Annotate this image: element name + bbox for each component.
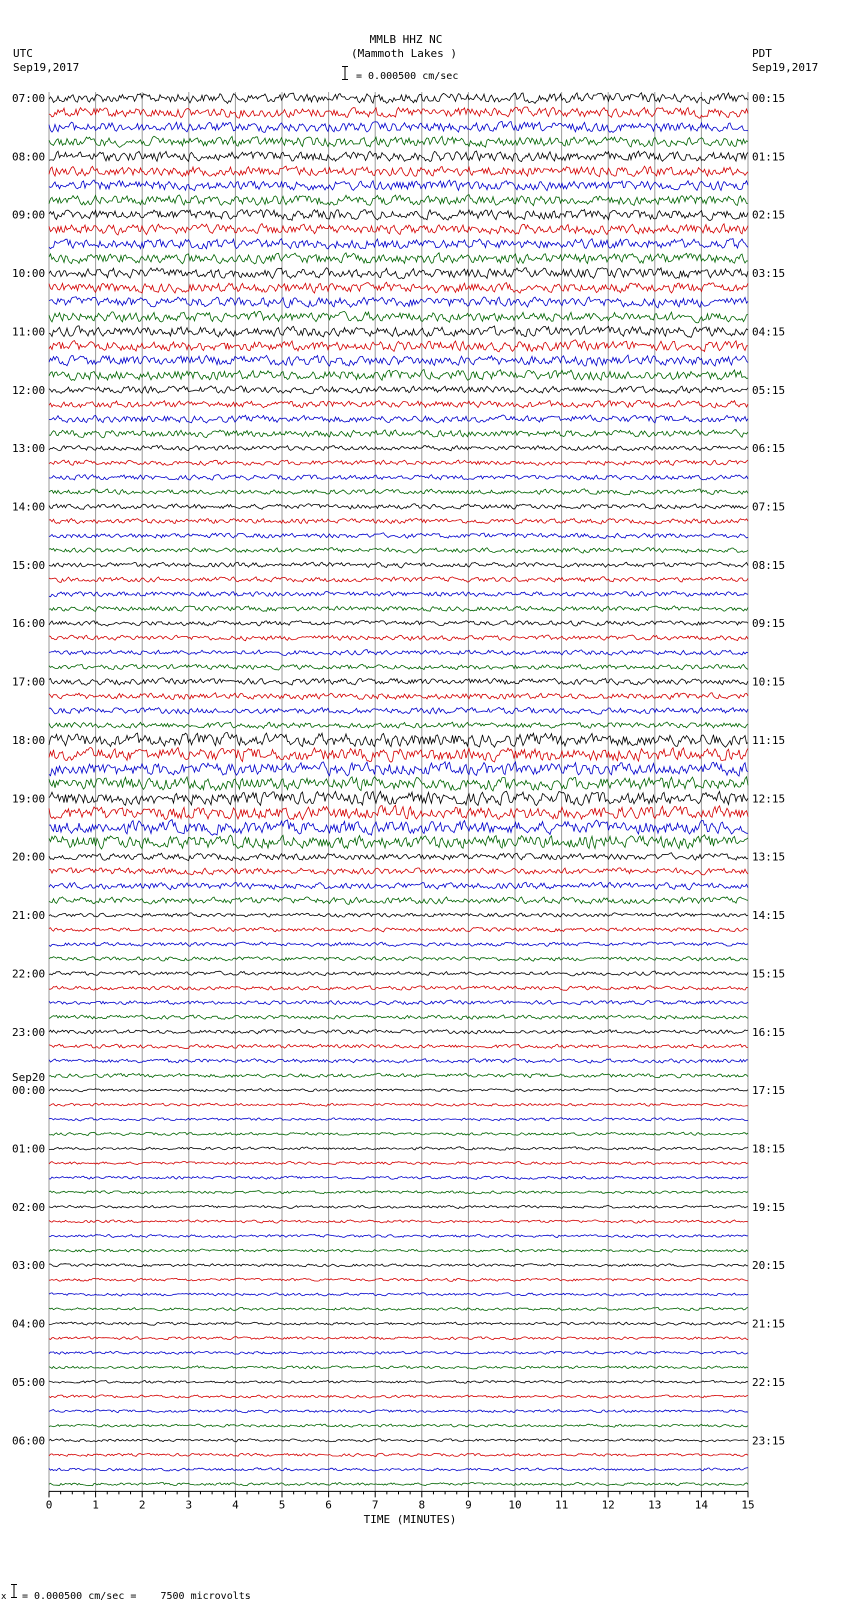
utc-hour-label: 23:00	[12, 1025, 46, 1039]
trace-89	[49, 1395, 748, 1398]
utc-hour-label: 15:00	[12, 558, 46, 572]
pdt-hour-label: 02:15	[752, 208, 786, 222]
scale-bar-icon	[342, 66, 348, 80]
pdt-hour-label: 23:15	[752, 1434, 786, 1448]
trace-23	[49, 430, 748, 438]
trace-9	[49, 224, 748, 235]
trace-15	[49, 311, 748, 323]
trace-86	[49, 1351, 748, 1354]
x-tick-label-2: 2	[138, 1498, 146, 1512]
pdt-hour-label: 20:15	[752, 1259, 786, 1273]
x-tick-label-10: 10	[508, 1498, 522, 1512]
trace-33	[49, 577, 748, 583]
x-tick-label-3: 3	[185, 1498, 193, 1512]
x-tick-label-12: 12	[601, 1498, 615, 1512]
x-axis	[46, 1491, 755, 1511]
trace-35	[49, 606, 748, 612]
trace-53	[49, 868, 748, 875]
utc-hour-labels	[12, 92, 45, 1447]
trace-79	[49, 1249, 748, 1252]
utc-hour-label: 11:00	[12, 325, 46, 339]
trace-60	[49, 971, 748, 976]
trace-36	[49, 621, 748, 627]
trace-25	[49, 460, 748, 465]
trace-64	[49, 1030, 748, 1034]
utc-hour-label: 02:00	[12, 1200, 46, 1214]
trace-40	[49, 678, 748, 685]
x-tick-label-8: 8	[418, 1498, 426, 1512]
x-axis-label: TIME (MINUTES)	[363, 1513, 457, 1526]
trace-18	[49, 355, 748, 366]
trace-26	[49, 475, 748, 481]
trace-6	[49, 180, 748, 191]
trace-7	[49, 195, 748, 206]
trace-71	[49, 1132, 748, 1135]
trace-87	[49, 1366, 748, 1369]
trace-90	[49, 1410, 748, 1413]
trace-65	[49, 1044, 748, 1048]
trace-0	[49, 93, 748, 104]
trace-41	[49, 693, 748, 700]
trace-62	[49, 1000, 748, 1005]
pdt-hour-label: 21:15	[752, 1317, 786, 1331]
x-tick-label-11: 11	[554, 1498, 569, 1512]
trace-31	[49, 548, 748, 553]
trace-80	[49, 1264, 748, 1267]
scale-text: = 0.000500 cm/sec	[356, 71, 459, 82]
trace-17	[49, 340, 748, 352]
utc-hour-label: 14:00	[12, 500, 46, 514]
footer-scale-icon	[11, 1584, 17, 1598]
x-tick-label-4: 4	[232, 1498, 239, 1512]
trace-20	[49, 386, 748, 394]
pdt-hour-label: 01:15	[752, 150, 786, 164]
trace-58	[49, 942, 748, 946]
x-tick-label-9: 9	[465, 1498, 472, 1512]
trace-2	[49, 121, 748, 132]
pdt-hour-label: 19:15	[752, 1200, 786, 1214]
utc-hour-label: 19:00	[12, 792, 46, 806]
trace-50	[49, 820, 748, 836]
pdt-hour-label: 13:15	[752, 850, 786, 864]
pdt-hour-label: 06:15	[752, 442, 786, 456]
x-tick-label-6: 6	[325, 1498, 332, 1512]
utc-hour-label: 21:00	[12, 909, 46, 923]
utc-hour-label: 03:00	[12, 1259, 46, 1273]
station-title: MMLB HHZ NC	[369, 33, 443, 46]
pdt-hour-label: 17:15	[752, 1084, 786, 1098]
pdt-hour-label: 08:15	[752, 558, 786, 572]
trace-8	[49, 210, 748, 221]
trace-3	[49, 136, 748, 147]
utc-hour-label: 09:00	[12, 208, 46, 222]
utc-zone-label: UTC	[13, 47, 33, 60]
trace-44	[49, 733, 748, 748]
utc-hour-label: 08:00	[12, 150, 46, 164]
trace-73	[49, 1161, 748, 1164]
utc-hour-label: 17:00	[12, 675, 46, 689]
trace-85	[49, 1337, 748, 1340]
utc-hour-label: 16:00	[12, 617, 46, 631]
pdt-hour-label: 07:15	[752, 500, 786, 514]
trace-84	[49, 1322, 748, 1326]
utc-hour-label: 05:00	[12, 1375, 46, 1389]
trace-55	[49, 897, 748, 905]
trace-13	[49, 282, 748, 293]
utc-hour-label: 06:00	[12, 1434, 46, 1448]
trace-61	[49, 986, 748, 991]
trace-22	[49, 415, 748, 423]
trace-19	[49, 370, 748, 381]
trace-57	[49, 927, 748, 932]
pdt-hour-label: 04:15	[752, 325, 786, 339]
trace-11	[49, 253, 748, 264]
utc-hour-label: 12:00	[12, 383, 46, 397]
trace-82	[49, 1293, 748, 1296]
trace-27	[49, 489, 748, 495]
trace-10	[49, 239, 748, 249]
trace-94	[49, 1468, 748, 1471]
trace-16	[49, 326, 748, 338]
pdt-hour-label: 00:15	[752, 92, 786, 105]
trace-52	[49, 853, 748, 861]
x-tick-label-7: 7	[371, 1498, 379, 1512]
trace-49	[49, 805, 748, 819]
trace-43	[49, 722, 748, 728]
trace-92	[49, 1439, 748, 1442]
footer-mark: x	[1, 1592, 7, 1602]
utc-hour-label: 18:00	[12, 733, 46, 747]
utc-hour-label: 10:00	[12, 267, 46, 281]
pdt-hour-label: 14:15	[752, 909, 786, 923]
trace-21	[49, 400, 748, 408]
pdt-hour-label: 11:15	[752, 733, 786, 747]
trace-24	[49, 445, 748, 450]
pdt-hour-label: 09:15	[752, 617, 786, 631]
trace-81	[49, 1278, 748, 1281]
x-tick-label-13: 13	[648, 1498, 662, 1512]
pdt-zone-label: PDT	[752, 47, 772, 60]
trace-30	[49, 533, 748, 539]
trace-67	[49, 1073, 748, 1078]
trace-34	[49, 591, 748, 596]
trace-group	[49, 93, 748, 1486]
trace-66	[49, 1059, 748, 1063]
trace-56	[49, 913, 748, 917]
trace-32	[49, 562, 748, 568]
utc-hour-label: 07:00	[12, 92, 46, 105]
trace-93	[49, 1453, 748, 1456]
trace-72	[49, 1147, 748, 1151]
pdt-date-label: Sep19,2017	[752, 61, 819, 74]
trace-46	[49, 762, 748, 776]
trace-69	[49, 1103, 748, 1106]
pdt-hour-label: 12:15	[752, 792, 786, 806]
pdt-hour-labels	[752, 92, 785, 1447]
trace-38	[49, 650, 748, 656]
x-tick-label-14: 14	[694, 1498, 709, 1512]
trace-1	[49, 107, 748, 118]
pdt-hour-label: 16:15	[752, 1025, 786, 1039]
trace-68	[49, 1089, 748, 1092]
trace-95	[49, 1482, 748, 1485]
x-tick-label-1: 1	[92, 1498, 99, 1512]
utc-hour-label: 00:00	[12, 1084, 46, 1098]
trace-74	[49, 1176, 748, 1179]
pdt-hour-label: 03:15	[752, 267, 786, 281]
utc-hour-label: 22:00	[12, 967, 46, 981]
trace-29	[49, 518, 748, 524]
pdt-hour-label: 18:15	[752, 1142, 786, 1156]
trace-75	[49, 1191, 748, 1194]
utc-hour-label: 01:00	[12, 1142, 46, 1156]
x-tick-label-15: 15	[741, 1498, 755, 1512]
x-tick-label-5: 5	[278, 1498, 286, 1512]
trace-88	[49, 1380, 748, 1383]
date-change-label: Sep20	[12, 1071, 46, 1085]
pdt-hour-label: 15:15	[752, 967, 786, 981]
pdt-hour-label: 10:15	[752, 675, 786, 689]
trace-47	[49, 777, 748, 791]
trace-39	[49, 664, 748, 670]
trace-70	[49, 1118, 748, 1121]
utc-hour-label: 20:00	[12, 850, 46, 864]
trace-78	[49, 1235, 748, 1238]
trace-4	[49, 151, 748, 162]
trace-59	[49, 957, 748, 961]
trace-77	[49, 1220, 748, 1223]
utc-hour-label: 13:00	[12, 442, 46, 456]
utc-date-label: Sep19,2017	[13, 61, 80, 74]
x-tick-label-0: 0	[45, 1498, 53, 1512]
trace-51	[49, 835, 748, 849]
trace-12	[49, 268, 748, 279]
trace-28	[49, 504, 748, 510]
time-grid	[49, 92, 748, 1491]
utc-hour-label: 04:00	[12, 1317, 46, 1331]
trace-48	[49, 791, 748, 805]
trace-83	[49, 1307, 748, 1310]
trace-54	[49, 882, 748, 890]
location-title: (Mammoth Lakes )	[351, 47, 457, 60]
trace-14	[49, 297, 748, 308]
pdt-hour-label: 05:15	[752, 383, 786, 397]
trace-42	[49, 707, 748, 714]
trace-91	[49, 1424, 748, 1427]
trace-5	[49, 166, 748, 177]
trace-37	[49, 635, 748, 641]
footer-scale-note: = 0.000500 cm/sec = 7500 microvolts	[22, 1591, 251, 1602]
pdt-hour-label: 22:15	[752, 1375, 786, 1389]
trace-63	[49, 1015, 748, 1019]
trace-76	[49, 1205, 748, 1208]
trace-45	[49, 748, 748, 763]
